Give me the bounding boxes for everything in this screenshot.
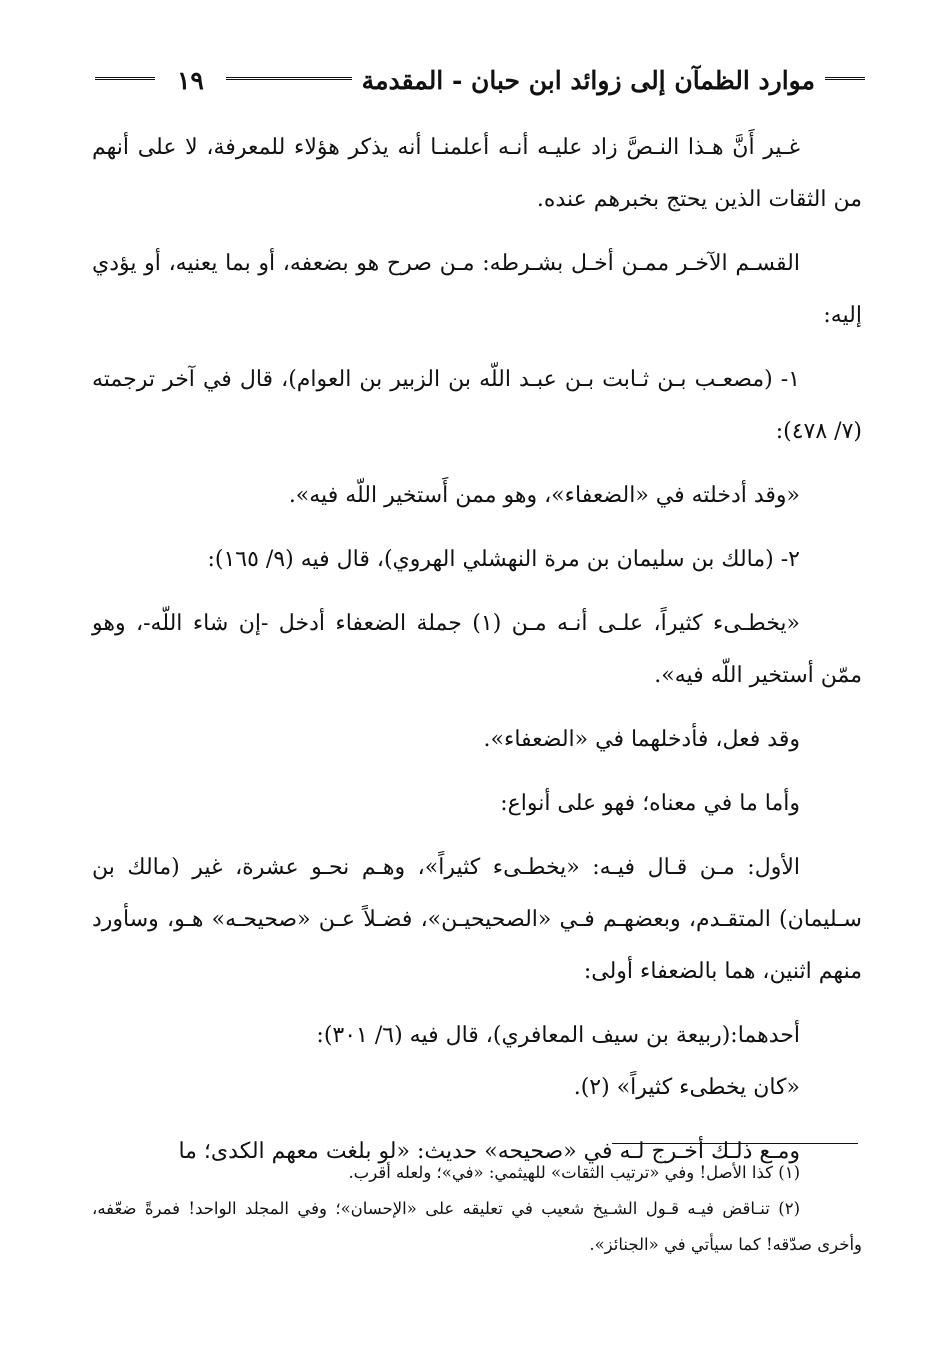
footnotes [92,1155,862,1263]
paragraph-10: أحدهما:(ربيعة بن سيف المعافري)، قال فيه (٦/ ٣٠١): [316,1023,800,1048]
paragraph-9: الأول: مـن قـال فيـه: «يخطـىء كثيراً»، وهـم نحـو عشرة، غير (مالك بن سـليمان) المتقـدم، وبعضهـم فـي «الصحيحيـن»، فضـلاً عـن «صحيحـه» هـو، وسأورد منهم اثنين، هما بالضعفاء أولى: [92,855,862,984]
running-header [95,60,865,100]
footnote-1: (١) كذا الأصل! وفي «ترتيب الثقات» للهيثمي: «في»؛ ولعله أقرب. [348,1163,800,1182]
header-rule-right [825,77,865,83]
paragraph-6: «يخطـىء كثيراً، علـى أنـه مـن (١) جملة الضعفاء أدخل -إن شاء اللّه-، وهو ممّن أستخير اللّه فيه». [92,611,862,688]
footnote-2: (٢) تنـاقض فيـه قـول الشـيخ شعيب في تعليقه على «الإحسان»؛ وفي المجلد الواحد! فمرةً ضعّفه، وأخرى صدّقه! كما سيأتي في «الجنائز». [92,1199,862,1254]
running-title: موارد الظمآن إلى زوائد ابن حبان - المقدمة [361,65,815,95]
paragraph-3: ١- (مصعـب بـن ثـابت بـن عبـد اللّه بن الزبير بن العوام)، قال في آخر ترجمته (٧/ ٤٧٨): [92,367,862,444]
paragraph-5: ٢- (مالك بن سليمان بن مرة النهشلي الهروي)، قال فيه (٩/ ١٦٥): [207,547,800,572]
paragraph-8: وأما ما في معناه؛ فهو على أنواع: [500,791,800,816]
paragraph-7: وقد فعل، فأدخلهما في «الضعفاء». [483,727,800,752]
page-number: ١٩ [177,65,204,95]
main-text [92,122,862,1190]
paragraph-1: غـير أَنَّ هـذا النـصَّ زاد عليـه أنـه أعلمنـا أنه يذكر هؤلاء للمعرفة، لا على أنهم من الثقات الذين يحتج بخبرهم عنده. [92,135,862,212]
paragraph-2: القسـم الآخـر ممـن أخـل بشـرطه: مـن صرح هو بضعفه، أو بما يعنيه، أو يؤدي إليه: [92,251,862,328]
header-rule-left [95,77,155,83]
footnote-separator [612,1143,858,1144]
header-rule-middle [226,77,352,83]
paragraph-11: «كان يخطىء كثيراً» (٢). [573,1075,800,1100]
paragraph-4: «وقد أدخلته في «الضعفاء»، وهو ممن أَستخير اللّه فيه». [288,483,800,508]
paragraph-12: ومـع ذلـك أخـرج لـه في «صحيحه» حديث: «لو بلغت معهم الكدى؛ ما [178,1139,800,1164]
